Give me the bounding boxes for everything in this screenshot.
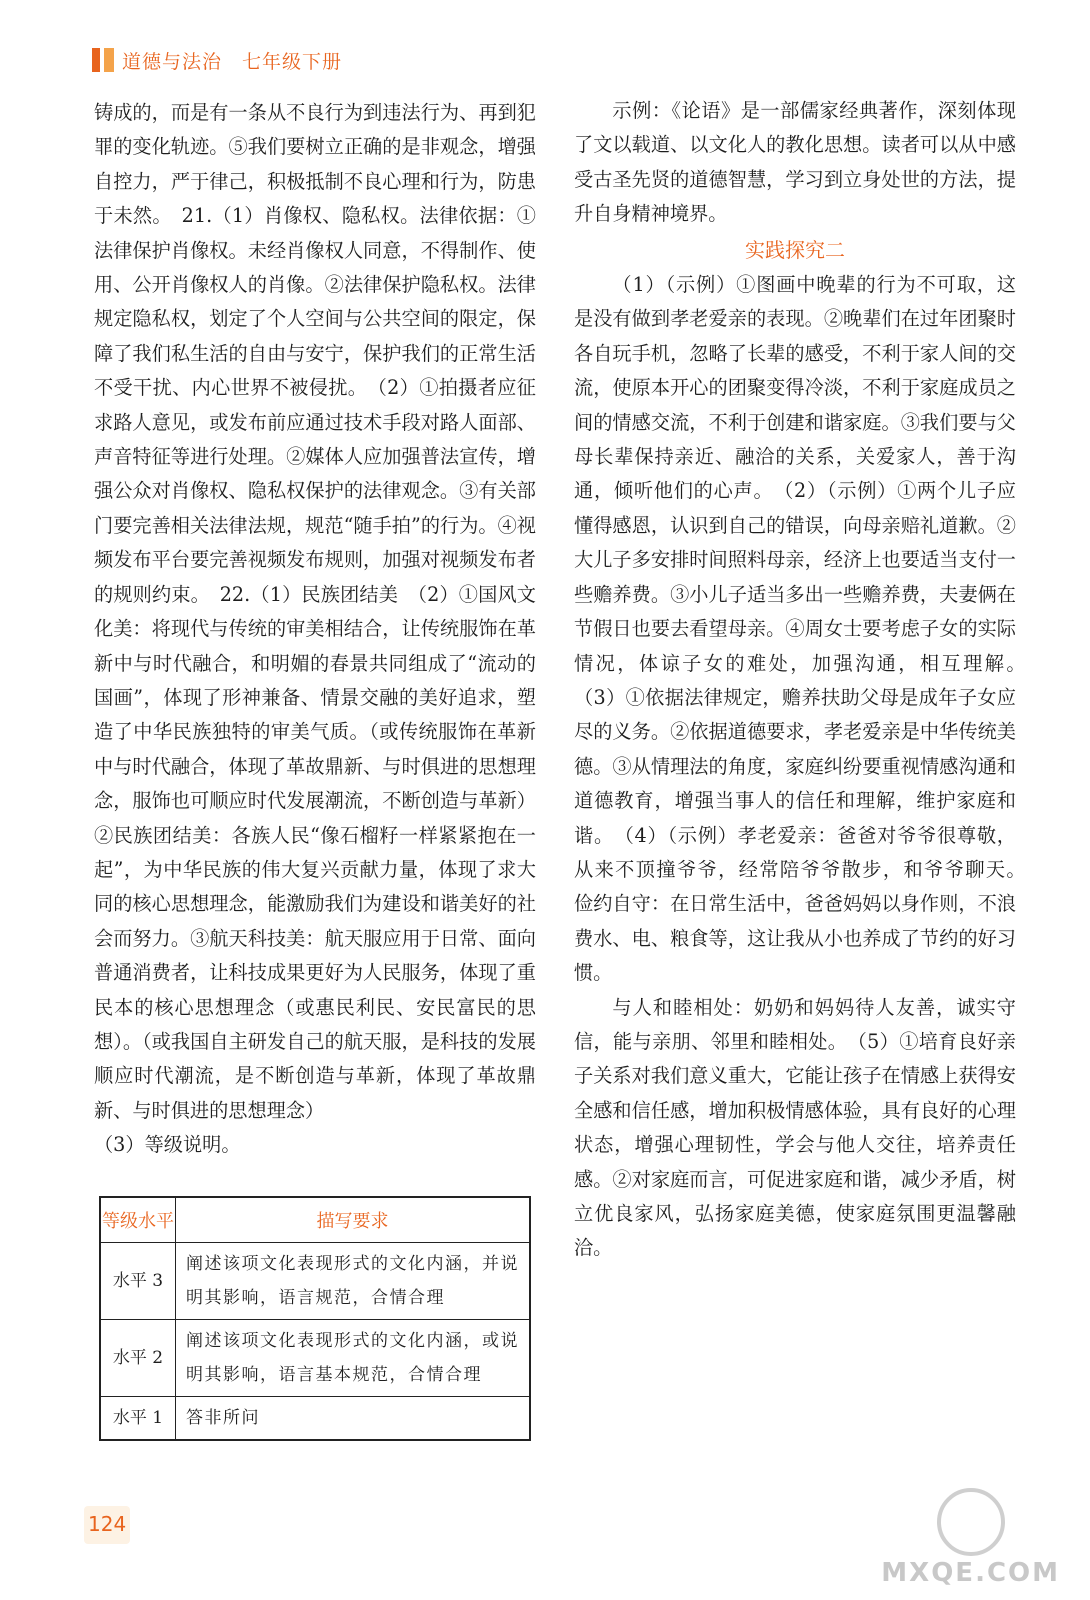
table-header-row [100, 1197, 530, 1243]
page-header [92, 44, 342, 76]
table-header-requirement: 描写要求 [176, 1197, 531, 1243]
practice-answer-paragraph-continued: 与人和睦相处：奶奶和妈妈待人友善，诚实守信，能与亲朋、邻里和睦相处。 （5）①培育良好亲子关系对我们意义重大，它能让孩子在情感上获得安全感和信任感，增加积极情感体验，具有良好的心理状态，增强心理韧性，学会与他人交往，培养责任感。②对家庭而言，可促进家庭和谐，减少矛盾，树立优良家风，弘扬家庭美德，使家庭氛围更温馨融洽。 [574, 995, 1016, 1260]
header-accent-bar [92, 48, 100, 72]
left-column [94, 96, 536, 1163]
grade-table [99, 1196, 531, 1441]
right-column [574, 94, 1036, 1266]
subject-title: 道德与法治 [122, 50, 223, 73]
page-number: 124 [88, 1512, 127, 1536]
grade-label: 七年级下册 [242, 50, 343, 73]
table-cell-level: 水平 1 [100, 1397, 176, 1441]
table-row [100, 1320, 530, 1397]
watermark-logo-icon [937, 1488, 1005, 1556]
table-cell-level: 水平 3 [100, 1243, 176, 1320]
table-row [100, 1243, 530, 1320]
table-cell-level: 水平 2 [100, 1320, 176, 1397]
watermark-text: MXQE.COM [881, 1558, 1060, 1588]
section-heading: 实践探究二 [745, 237, 845, 262]
header-accent-bar-light [104, 48, 114, 72]
practice-answer-paragraph: （1）（示例）①图画中晚辈的行为不可取，这是没有做到孝老爱亲的表现。②晚辈们在过年团聚时各自玩手机，忽略了长辈的感受，不利于家人间的交流，使原本开心的团聚变得冷淡，不利于家庭成员之间的情感交流，不利于创建和谐家庭。③我们要与父母长辈保持亲近、融洽的关系，关爱家人，善于沟通，倾听他们的心声。 （2）（示例）①两个儿子应懂得感恩，认识到自己的错误，向母亲赔礼道歉。②大儿子多安排时间照料母亲，经济上也要适当支付一些赡养费。③小儿子适当多出一些赡养费，夫妻俩在节假日也要去看望母亲。④周女士要考虑子女的实际情况，体谅子女的难处，加强沟通，相互理解。 （3）①依据法律规定，赡养扶助父母是成年子女应尽的义务。②依据道德要求，孝老爱亲是中华传统美德。③从情理法的角度，家庭纠纷要重视情感沟通和道德教育，增强当事人的信任和理解，维护家庭和谐。 （4）（示例）孝老爱亲：爸爸对爷爷很尊敬，从来不顶撞爷爷，经常陪爷爷散步，和爷爷聊天。 俭约自守：在日常生活中，爸爸妈妈以身作则，不浪费水、电、粮食等，这让我从小也养成了节约的好习惯。 [574, 273, 1036, 985]
table-row [100, 1397, 530, 1441]
example-paragraph: 示例：《论语》是一部儒家经典著作，深刻体现了文以载道、以文化人的教化思想。读者可以从中感受古圣先贤的道德智慧，学习到立身处世的方法，提升自身精神境界。 [574, 99, 1016, 226]
table-header-level: 等级水平 [100, 1197, 176, 1243]
table-cell-description: 阐述该项文化表现形式的文化内涵，并说明其影响，语言规范，合情合理 [176, 1243, 531, 1320]
table-cell-description: 阐述该项文化表现形式的文化内涵，或说明其影响，语言基本规范，合情合理 [176, 1320, 531, 1397]
watermark [881, 1488, 1060, 1588]
answer-text-21-22: 铸成的，而是有一条从不良行为到违法行为、再到犯罪的变化轨迹。⑤我们要树立正确的是非观念，增强自控力，严于律己，积极抵制不良心理和行为，防患于未然。 21.（1）肖像权、隐私权。法律依据：①法律保护肖像权。未经肖像权人同意，不得制作、使用、公开肖像权人的肖像。②法律保护隐私权。法律规定隐私权，划定了个人空间与公共空间的限定，保障了我们私生活的自由与安宁，保护我们的正常生活不受干扰、内心世界不被侵扰。 （2）①拍摄者应征求路人意见，或发布前应通过技术手段对路人面部、声音特征等进行处理。②媒体人应加强普法宣传，增强公众对肖像权、隐私权保护的法律观念。③有关部门要完善相关法律法规，规范“随手拍”的行为。④视频发布平台要完善视频发布规则，加强对视频发布者的规则约束。 22.（1）民族团结美 （2）①国风文化美：将现代与传统的审美相结合，让传统服饰在革新中与时代融合，和明媚的春景共同组成了“流动的国画”，体现了形神兼备、情景交融的美好追求，塑造了中华民族独特的审美气质。（或传统服饰在革新中与时代融合，体现了革故鼎新、与时俱进的思想理念，服饰也可顺应时代发展潮流，不断创造与革新）②民族团结美：各族人民“像石榴籽一样紧紧抱在一起”，为中华民族的伟大复兴贡献力量，体现了求大同的核心思想理念，能激励我们为建设和谐美好的社会而努力。③航天科技美：航天服应用于日常、面向普通消费者，让科技成果更好为人民服务，体现了重民本的核心思想理念（或惠民利民、安民富民的思想）。（或我国自主研发自己的航天服，是科技的发展顺应时代潮流，是不断创造与革新，体现了革故鼎新、与时俱进的思想理念） [94, 101, 536, 1122]
table-cell-description: 答非所问 [176, 1397, 531, 1441]
grade-description-intro: （3）等级说明。 [94, 1133, 241, 1157]
